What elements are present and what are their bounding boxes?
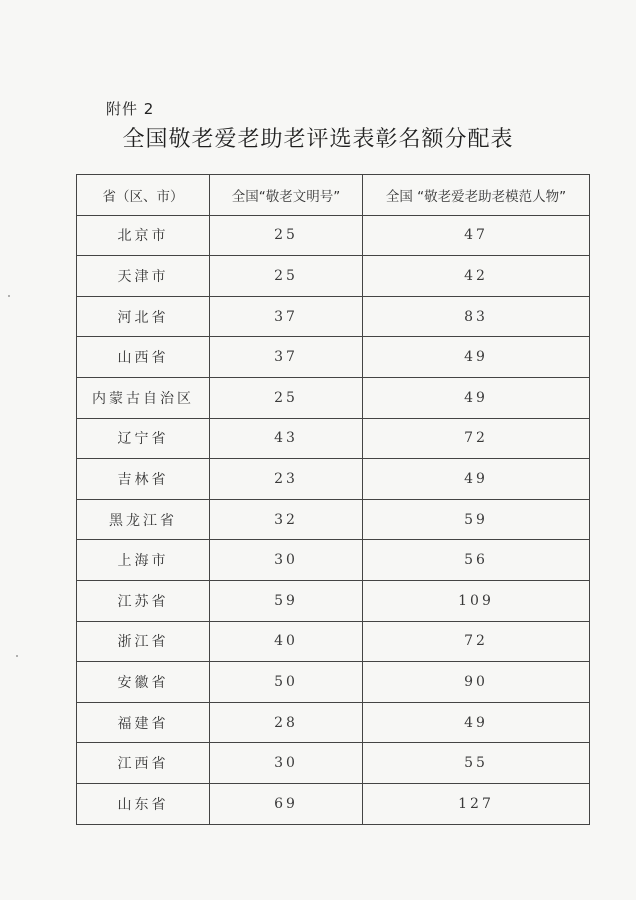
region-cell: 上海市 [77,540,210,581]
region-cell: 山西省 [77,337,210,378]
page-title: 全国敬老爱老助老评选表彰名额分配表 [122,127,514,152]
table-row [77,459,590,500]
scan-speck [8,295,10,297]
model-persons-cell: 49 [363,702,590,743]
allocation-table [76,174,590,825]
civility-units-cell: 23 [210,459,363,500]
table-header-row [77,175,590,216]
table-row [77,418,590,459]
model-persons-cell: 83 [363,296,590,337]
table-row [77,337,590,378]
region-cell: 北京市 [77,215,210,256]
scan-speck [16,655,18,657]
region-cell: 江西省 [77,743,210,784]
civility-units-cell: 32 [210,499,363,540]
model-persons-cell: 49 [363,377,590,418]
region-cell: 吉林省 [77,459,210,500]
model-persons-cell: 90 [363,662,590,703]
civility-units-cell: 40 [210,621,363,662]
table-row [77,662,590,703]
region-cell: 辽宁省 [77,418,210,459]
civility-units-cell: 28 [210,702,363,743]
model-persons-cell: 56 [363,540,590,581]
civility-units-cell: 37 [210,296,363,337]
civility-units-cell: 25 [210,256,363,297]
region-cell: 浙江省 [77,621,210,662]
model-persons-cell: 49 [363,337,590,378]
civility-units-cell: 50 [210,662,363,703]
model-persons-cell: 42 [363,256,590,297]
region-cell: 福建省 [77,702,210,743]
civility-units-cell: 59 [210,580,363,621]
table-row [77,621,590,662]
table-row [77,783,590,824]
model-persons-cell: 72 [363,621,590,662]
civility-units-cell: 69 [210,783,363,824]
table-row [77,296,590,337]
region-cell: 黑龙江省 [77,499,210,540]
table-row [77,580,590,621]
civility-units-cell: 30 [210,743,363,784]
civility-units-cell: 25 [210,377,363,418]
civility-units-cell: 25 [210,215,363,256]
region-cell: 河北省 [77,296,210,337]
table-body [77,215,590,824]
model-persons-cell: 55 [363,743,590,784]
column-header-region: 省（区、市） [77,175,210,216]
region-cell: 内蒙古自治区 [77,377,210,418]
table-row [77,540,590,581]
region-cell: 天津市 [77,256,210,297]
region-cell: 江苏省 [77,580,210,621]
civility-units-cell: 30 [210,540,363,581]
civility-units-cell: 43 [210,418,363,459]
region-cell: 山东省 [77,783,210,824]
table-row [77,499,590,540]
table-row [77,702,590,743]
column-header-civility-units: 全国“敬老文明号” [210,175,363,216]
model-persons-cell: 127 [363,783,590,824]
column-header-model-persons: 全国 “敬老爱老助老模范人物” [363,175,590,216]
civility-units-cell: 37 [210,337,363,378]
model-persons-cell: 109 [363,580,590,621]
model-persons-cell: 47 [363,215,590,256]
annex-label: 附件 2 [106,100,155,118]
model-persons-cell: 72 [363,418,590,459]
region-cell: 安徽省 [77,662,210,703]
model-persons-cell: 49 [363,459,590,500]
table-row [77,377,590,418]
table-row [77,743,590,784]
table-row [77,256,590,297]
model-persons-cell: 59 [363,499,590,540]
table-row [77,215,590,256]
